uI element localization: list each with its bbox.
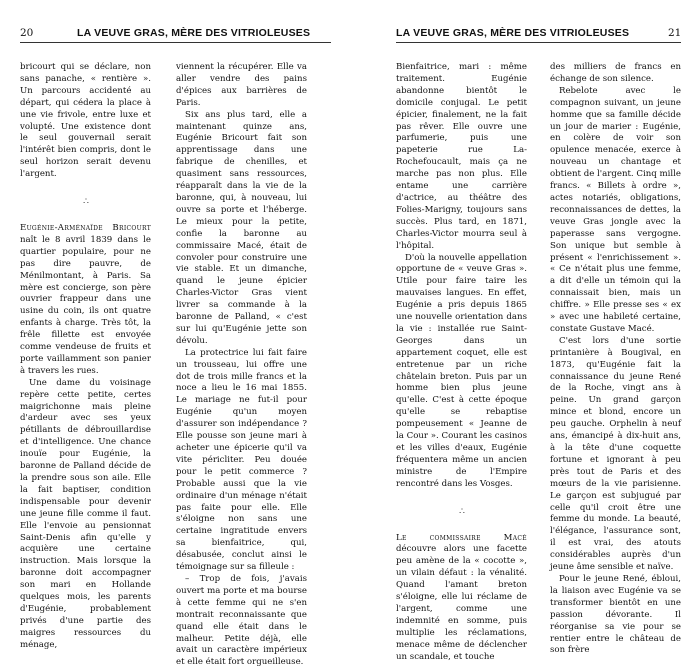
paragraph: viennent la récupérer. Elle va aller vendre des pains d'épices aux barrières de Paris. xyxy=(176,62,307,108)
page-number: 21 xyxy=(668,27,682,39)
text-column-2 xyxy=(176,62,307,669)
page-number: 20 xyxy=(20,27,34,39)
paragraph: Une dame du voisinage repère cette petite, certes maigrichonne mais pleine d'ardeur avec ses yeux pétillants de débrouillardise et d'intelligence. Une chance inouïe pour Eugénie, la baronne de Palland décide de la prendre sous son aile. Elle la fait baptiser, condition indispensable pour devenir une jeune fille comme il faut. Elle l'envoie au pensionnat Saint-Denis afin qu'elle y acquière une certaine instruction. Mais lorsque la baronne doit accompagner son mari en Hollande quelques mois, les parents d'Eugénie, probablement privés d'une partie des maigres ressources du ménage, xyxy=(20,377,151,650)
text-column-1 xyxy=(396,62,527,664)
paragraph: Rebelote avec le compagnon suivant, un jeune homme que sa famille décide un jour de marier : Eugénie, en colère de voir son opulence menacée, exerce à nouveau un chantage et obtient de l'argent. Cinq mille francs. « Billets à ordre », actes notariés, obligations, reconnaissances de dettes, la veuve Gras jongle avec la paperasse sans vergogne. Son unique but semble à présent « l'enrichissement ». « Ce n'était plus une femme, a dit d'elle un témoin qui la connaissait bien, mais un chiffre. » Elle presse ses « ex » avec une habileté certaine, constate Gustave Macé. xyxy=(550,85,681,334)
paragraph: bricourt qui se déclare, non sans panache, « rentière ». Un parcours accidenté au départ, qui cédera la place à une vie frivole, entre luxe et volupté. Une existence dont le seul gouvernail serait l'intérêt bien compris, dont le seul horizon serait devenu l'argent. xyxy=(20,62,151,180)
paragraph: Six ans plus tard, elle a maintenant quinze ans, Eugénie Bricourt fait son apprentissage dans une fabrique de chenilles, et quasiment sans ressources, réapparaît dans la vie de la baronne, qui, à nouveau, lui ouvre sa porte et l'héberge. Le mieux pour la petite, confie la baronne au commissaire Macé, était de convoler pour construire une vie stable. Et un dimanche, quand le jeune épicier Charles-Victor Gras vient livrer sa commande à la baronne de Palland, « c'est sur lui qu'Eugénie jette son dévolu. xyxy=(176,109,307,346)
section-ornament: ∴ xyxy=(83,197,88,208)
paragraph: Bienfaitrice, mari : même traitement. Eugénie abandonne bientôt le domicile conjugal. Le petit épicier, finalement, ne la fait pas rêver. Elle ouvre une parfumerie, puis une papeterie rue La-Rochefoucault, mais ça ne marche pas non plus. Elle entame une carrière d'actrice, au théâtre des Folies-Marigny, toujours sans succès. Plus tard, en 1871, Charles-Victor mourra seul à l'hôpital. xyxy=(396,62,527,251)
text-column-1 xyxy=(20,62,151,652)
text-column-2 xyxy=(550,62,681,657)
paragraph: La protectrice lui fait faire un trousseau, lui offre une dot de trois mille francs et la noce a lieu le 16 mai 1855. Le mariage ne fut-il pour Eugénie qu'un moyen d'assurer son indépendance ? Elle pousse son jeune mari à acheter une épicerie qu'il va vite péricliter. Peu douée pour le petit commerce ? Probable aussi que la vie ordinaire d'un ménage n'était pas faite pour elle. Elle s'éloigne non sans une certaine ingratitude envers sa bienfaitrice, qui, désabusée, conclut ainsi le témoignage sur sa filleule : xyxy=(176,347,307,573)
right-page xyxy=(350,0,700,662)
paragraph: D'où la nouvelle appellation opportune de « veuve Gras ». Utile pour faire taire les mauvaises langues. En effet, Eugénie a pris depuis 1865 une nouvelle orientation dans la vie : installée rue Saint-Georges dans un appartement coquet, elle est entretenue par un riche châtelain breton. Puis par un homme bien plus jeune qu'elle. C'est à cette époque qu'elle se rebaptise pompeusement « Jeanne de la Cour ». Courant les casinos et les villes d'eaux, Eugénie fréquentera même un ancien ministre de l'Empire rencontré dans les Vosges. xyxy=(396,252,527,489)
paragraph: des milliers de francs en échange de son silence. xyxy=(550,62,681,84)
running-head: LA VEUVE GRAS, MÈRE DES VITRIOLEUSES xyxy=(396,27,630,39)
header-rule xyxy=(396,42,681,43)
lead-in: Eugénie-Arménaïde Bricourt xyxy=(20,222,151,233)
section-ornament: ∴ xyxy=(459,506,464,517)
paragraph: C'est lors d'une sortie printanière à Bougival, en 1873, qu'Eugénie fait la connaissance du jeune René de la Roche, vingt ans à peine. Un grand garçon mince et blond, encore un peu gauche. Orphelin à neuf ans, émancipé à dix-huit ans, à la tête d'une coquette fortune et ignorant à peu près tout de Paris et des mœurs de la vie parisienne. Le garçon est subjugué par celle qu'il croit être une femme du monde. La beauté, l'élégance, l'assurance sont, il est vrai, des atouts considérables auprès d'un jeune âme sensible et naïve. xyxy=(550,335,681,573)
header-rule xyxy=(20,42,331,43)
paragraph: Le commissaire Macé découvre alors une facette peu amène de la « cocotte », un vilain défaut : la vénalité. Quand l'amant breton s'éloigne, elle lui réclame de l'argent, comme une indemnité en somme, puis multiplie les réclamations, menace même de déclencher un scandale, et touche xyxy=(396,532,527,662)
paragraph: Eugénie-Arménaïde Bricourt naît le 8 avril 1839 dans le quartier populaire, pour ne pas dire pauvre, de Ménilmontant, à Paris. Sa mère est concierge, son père ouvrier frappeur dans une usine du coin, ils ont quatre enfants à charge. Très tôt, la frêle fillette est envoyée comme vendeuse de fruits et porte vaillamment son panier à travers les rues. xyxy=(20,222,151,376)
left-page xyxy=(0,0,350,668)
lead-in: Le commissaire Macé xyxy=(396,532,527,543)
paragraph: – Trop de fois, j'avais ouvert ma porte et ma bourse à cette femme qui ne s'en montrait reconnaissante que quand elle était dans le malheur. Petite déjà, elle avait un caractère impérieux et elle était fort orgueilleuse. xyxy=(176,573,307,668)
paragraph: Pour le jeune René, ébloui, la liaison avec Eugénie va se transformer bientôt en une passion dévorante. Il réorganise sa vie pour se rentier entre le château de son frère xyxy=(550,573,681,656)
running-head: LA VEUVE GRAS, MÈRE DES VITRIOLEUSES xyxy=(77,27,311,39)
